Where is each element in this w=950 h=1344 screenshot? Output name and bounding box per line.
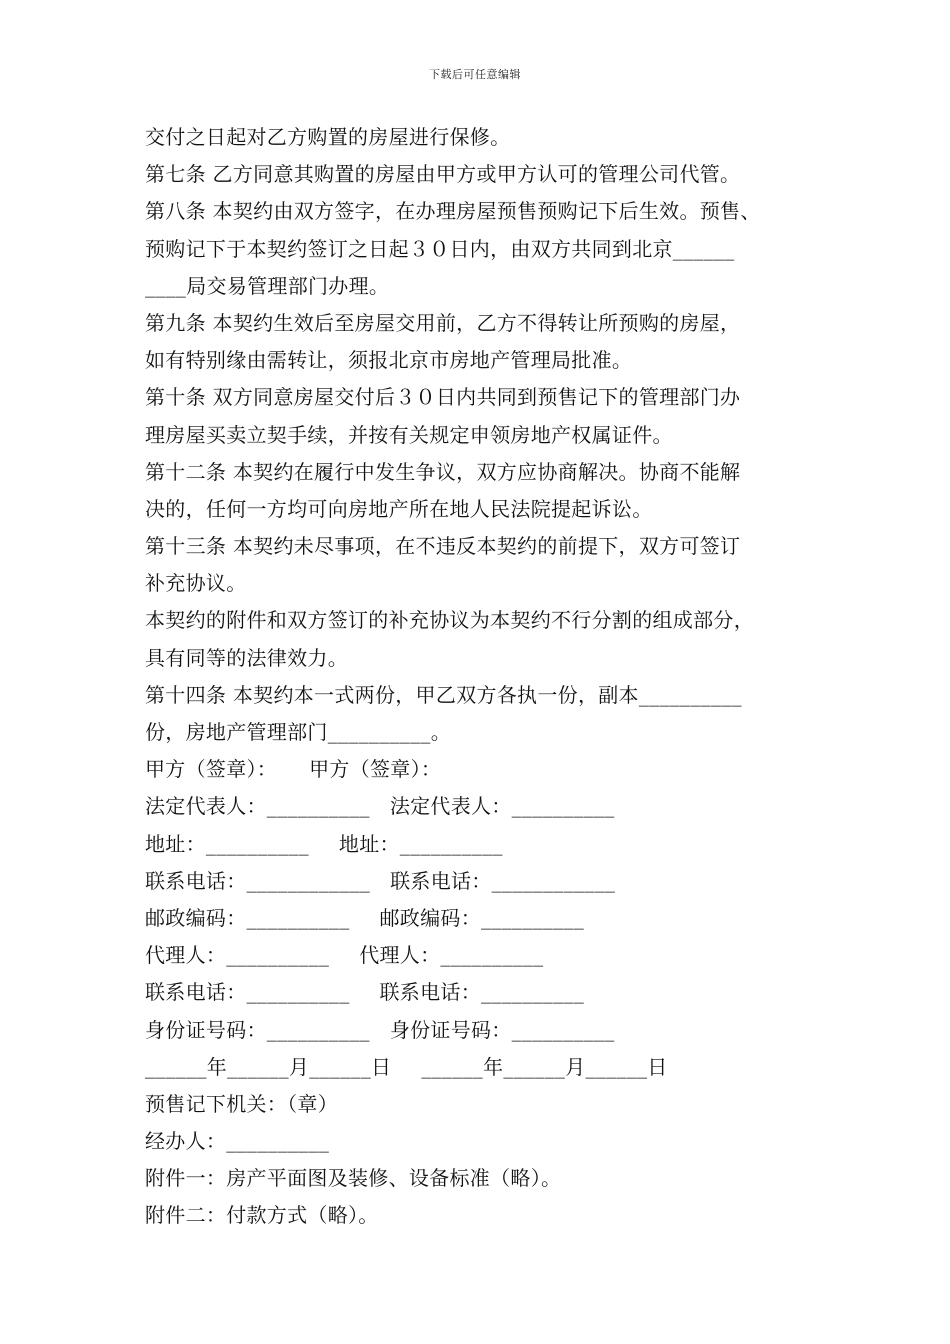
clause-10: 第十条 双方同意房屋交付后３０日内共同到预售记下的管理部门办 [145, 385, 741, 410]
clause-12: 第十二条 本契约在履行中发生争议，双方应协商解决。协商不能解 [145, 459, 741, 484]
party-a-address: 地址：__________ [145, 831, 309, 856]
signature-row-phone [145, 863, 815, 900]
party-b-address: 地址：__________ [338, 831, 503, 856]
party-b-postcode: 邮政编码：__________ [379, 905, 584, 930]
signature-row-representative [145, 788, 815, 825]
document-body [145, 119, 815, 1235]
party-a-agent: 代理人：__________ [145, 943, 330, 968]
party-b-agent-phone: 联系电话：__________ [379, 980, 584, 1005]
attachments-clause: 本契约的附件和双方签订的补充协议为本契约不行分割的组成部分， [145, 608, 754, 633]
party-b-date: ______年______月______日 [421, 1054, 668, 1079]
signature-row-agent [145, 937, 815, 974]
handler: 经办人：__________ [145, 1129, 330, 1154]
page-header: 下载后可任意编辑 [429, 68, 521, 81]
party-a-postcode: 邮政编码：__________ [145, 905, 350, 930]
party-b-seal-label: 甲方（签章）： [309, 757, 442, 782]
signature-row-id-number [145, 1012, 815, 1049]
party-b-representative: 法定代表人：__________ [389, 794, 615, 819]
clause-8: 第八条 本契约由双方签字，在办理房屋预售预购记下后生效。预售、 [145, 199, 761, 224]
party-b-agent: 代理人：__________ [359, 943, 544, 968]
clause-14: 第十四条 本契约本一式两份，甲乙双方各执一份，副本__________ [145, 682, 742, 707]
body-line: 份，房地产管理部门__________。 [145, 720, 451, 744]
body-line: 补充协议。 [145, 571, 247, 596]
attachment-two: 附件二：付款方式（略）。 [145, 1203, 379, 1228]
body-line: 具有同等的法律效力。 [145, 645, 348, 670]
signature-row-date [145, 1049, 815, 1086]
body-line: ____局交易管理部门办理。 [145, 273, 390, 298]
party-a-date: ______年______月______日 [145, 1054, 392, 1079]
body-line: 交付之日起对乙方购置的房屋进行保修。 [145, 125, 511, 149]
body-line: 理房屋买卖立契手续，并按有关规定申领房地产权属证件。 [145, 422, 673, 447]
signature-row-party [145, 751, 815, 788]
signature-row-postcode [145, 900, 815, 937]
clause-7: 第七条 乙方同意其购置的房屋由甲方或甲方认可的管理公司代管。 [145, 162, 741, 187]
body-line: 预购记下于本契约签订之日起３０日内，由双方共同到北京______ [145, 236, 735, 261]
party-a-id-number: 身份证号码：__________ [145, 1017, 370, 1042]
attachment-one: 附件一：房产平面图及装修、设备标准（略）。 [145, 1166, 562, 1191]
body-line: 决的，任何一方均可向房地产所在地人民法院提起诉讼。 [145, 496, 653, 521]
signature-row-address [145, 826, 815, 863]
party-b-id-number: 身份证号码：__________ [389, 1017, 615, 1042]
party-a-phone: 联系电话：____________ [145, 868, 371, 893]
party-a-representative: 法定代表人：__________ [145, 794, 370, 819]
clause-13: 第十三条 本契约未尽事项，在不违反本契约的前提下，双方可签订 [145, 534, 741, 559]
clause-9: 第九条 本契约生效后至房屋交用前，乙方不得转让所预购的房屋， [145, 310, 741, 335]
signature-row-agent-phone [145, 974, 815, 1011]
registration-authority: 预售记下机关：（章） [145, 1091, 338, 1116]
party-a-agent-phone: 联系电话：__________ [145, 980, 350, 1005]
party-a-seal-label: 甲方（签章）： [145, 757, 278, 782]
party-b-phone: 联系电话：____________ [390, 868, 616, 893]
body-line: 如有特别缘由需转让，须报北京市房地产管理局批准。 [145, 348, 633, 373]
